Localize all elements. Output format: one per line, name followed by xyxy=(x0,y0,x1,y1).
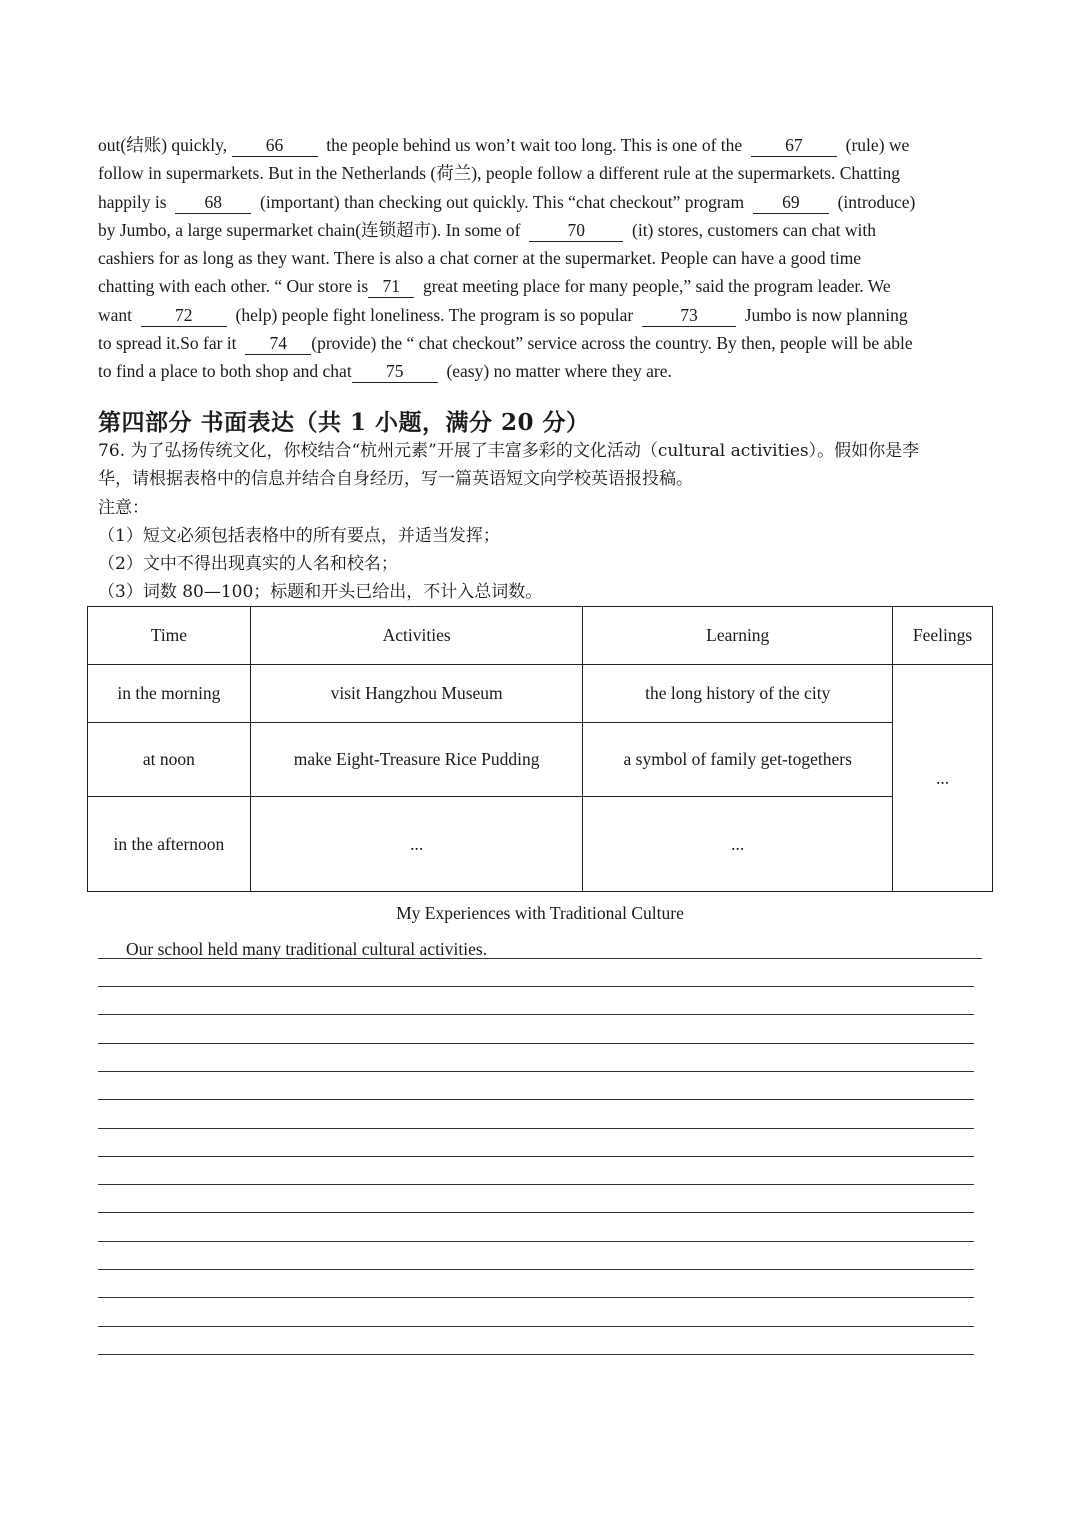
prompt-line: （1）短文必须包括表格中的所有要点，并适当发挥； xyxy=(98,525,500,546)
passage-text: want xyxy=(98,304,141,325)
passage-line xyxy=(98,244,998,272)
passage-line xyxy=(98,188,998,216)
cell-feelings: ... xyxy=(893,665,993,892)
answer-blank[interactable]: 69 xyxy=(753,192,829,214)
table-row xyxy=(88,797,993,892)
passage-line xyxy=(98,272,998,300)
answer-blank[interactable]: 75 xyxy=(352,361,438,383)
passage-text: (provide) the “ chat checkout” service across the country. By then, people will be able xyxy=(311,333,913,354)
table-row xyxy=(88,723,993,797)
prompt-line: （2）文中不得出现真实的人名和校名； xyxy=(98,554,398,575)
writing-line[interactable] xyxy=(98,1297,974,1298)
writing-line[interactable] xyxy=(98,1014,974,1015)
passage-line xyxy=(98,159,998,187)
writing-line[interactable] xyxy=(98,1241,974,1242)
passage-text: cashiers for as long as they want. There is also a chat corner at the supermarket. People can have a good time xyxy=(98,248,862,269)
cell-activity: visit Hangzhou Museum xyxy=(250,665,583,723)
passage-text: (help) people fight loneliness. The program is so popular xyxy=(226,304,642,325)
cell-activity: ... xyxy=(250,797,583,892)
passage-text: (important) than checking out quickly. This “chat checkout” program xyxy=(251,191,753,212)
prompt-line: 注意： xyxy=(98,497,149,518)
cell-time: in the afternoon xyxy=(88,797,251,892)
passage-text: (introduce) xyxy=(828,191,916,212)
passage-line xyxy=(98,329,998,357)
answer-blank[interactable]: 68 xyxy=(175,192,251,214)
writing-line[interactable] xyxy=(98,1043,974,1044)
answer-blank[interactable]: 66 xyxy=(232,135,318,157)
passage-text: the people behind us won’t wait too long. This is one of the xyxy=(317,135,751,155)
passage-text: (it) stores, customers can chat with xyxy=(623,219,876,240)
passage-text: to find a place to both shop and chat xyxy=(98,361,352,382)
prompt-line: （3）词数 80—100；标题和开头已给出，不计入总词数。 xyxy=(98,582,543,603)
essay-opening-line[interactable] xyxy=(98,936,982,959)
cell-learning: ... xyxy=(583,797,893,892)
passage-text: happily is xyxy=(98,191,176,212)
passage-text: (rule) we xyxy=(836,135,910,155)
cell-activity: make Eight-Treasure Rice Pudding xyxy=(250,723,583,797)
cloze-passage xyxy=(98,131,998,386)
passage-text: great meeting place for many people,” said the program leader. We xyxy=(414,276,891,297)
writing-line[interactable] xyxy=(98,986,974,987)
writing-line[interactable] xyxy=(98,1156,974,1157)
passage-text: follow in supermarkets. But in the Netherlands (荷兰), people follow a different rule at the supermarkets. Chatting xyxy=(98,163,901,184)
writing-line[interactable] xyxy=(98,1212,974,1213)
header-learning: Learning xyxy=(583,607,893,665)
section-title: 第四部分 书面表达（共 1 小题，满分 20 分） xyxy=(98,409,590,436)
passage-line xyxy=(98,357,998,385)
passage-text: chatting with each other. “ Our store is xyxy=(98,276,369,297)
passage-text: to spread it.So far it xyxy=(98,333,246,354)
table-row xyxy=(88,665,993,723)
writing-line[interactable] xyxy=(98,1071,974,1072)
cell-time: at noon xyxy=(88,723,251,797)
cell-time: in the morning xyxy=(88,665,251,723)
passage-text: Jumbo is now planning xyxy=(736,304,908,325)
passage-text: by Jumbo, a large supermarket chain(连锁超市). In some of xyxy=(98,219,530,240)
prompt-line: 76. 为了弘扬传统文化，你校结合“杭州元素”开展了丰富多彩的文化活动（cultural activities）。假如你是李 xyxy=(98,441,920,461)
writing-prompt xyxy=(98,437,988,607)
info-table xyxy=(87,606,993,892)
cell-learning: a symbol of family get-togethers xyxy=(583,723,893,797)
passage-text: (easy) no matter where they are. xyxy=(437,361,672,382)
answer-blank[interactable]: 74 xyxy=(245,333,311,355)
writing-line[interactable] xyxy=(98,1184,974,1185)
writing-line[interactable] xyxy=(98,1269,974,1270)
answer-blank[interactable]: 70 xyxy=(529,220,623,242)
answer-blank[interactable]: 67 xyxy=(751,135,837,157)
answer-blank[interactable]: 73 xyxy=(642,305,736,327)
writing-line[interactable] xyxy=(98,1326,974,1327)
passage-line xyxy=(98,301,998,329)
header-time: Time xyxy=(88,607,251,665)
writing-line[interactable] xyxy=(98,1099,974,1100)
header-activities: Activities xyxy=(250,607,583,665)
answer-blank[interactable]: 72 xyxy=(141,305,227,327)
writing-line[interactable] xyxy=(98,1354,974,1355)
cell-learning: the long history of the city xyxy=(583,665,893,723)
passage-line xyxy=(98,131,998,159)
prompt-line: 华，请根据表格中的信息并结合自身经历，写一篇英语短文向学校英语报投稿。 xyxy=(98,469,693,490)
passage-text: out(结账) quickly, xyxy=(98,135,232,155)
table-header-row xyxy=(88,607,993,665)
header-feelings: Feelings xyxy=(893,607,993,665)
writing-line[interactable] xyxy=(98,1128,974,1129)
passage-line xyxy=(98,216,998,244)
answer-blank[interactable]: 71 xyxy=(368,276,414,298)
essay-title: My Experiences with Traditional Culture xyxy=(396,903,684,923)
essay-opening-text: Our school held many traditional cultural activities. xyxy=(126,939,488,959)
